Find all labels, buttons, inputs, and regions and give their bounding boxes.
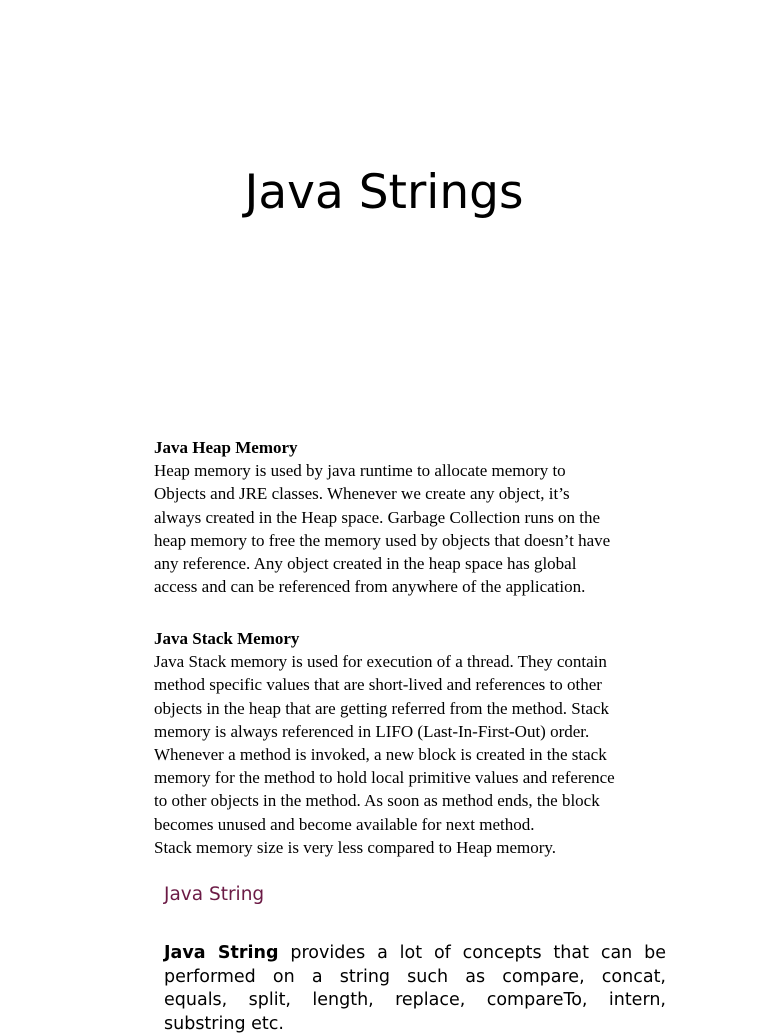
heap-text-line: heap memory to free the memory used by objects that doesn’t have [154,529,694,552]
java-string-bold-lead: Java String [164,943,279,963]
stack-memory-heading: Java Stack Memory [154,627,694,650]
java-string-line: substring etc. [164,1013,666,1036]
heap-memory-section [154,436,694,598]
java-string-line-text: provides a lot of concepts that can be [279,943,666,963]
java-string-line: equals, split, length, replace, compareTo, intern, [164,989,666,1013]
stack-text-line: Whenever a method is invoked, a new block is created in the stack [154,743,694,766]
java-string-line: performed on a string such as compare, concat, [164,966,666,990]
heap-text-line: Objects and JRE classes. Whenever we create any object, it’s [154,482,694,505]
stack-text-line: Stack memory size is very less compared to Heap memory. [154,836,694,859]
stack-text-line: method specific values that are short-lived and references to other [154,673,694,696]
java-string-paragraph [164,942,666,1036]
java-string-heading: Java String [164,882,264,908]
java-string-line [164,942,666,966]
heap-text-line: any reference. Any object created in the heap space has global [154,552,694,575]
page-title: Java Strings [0,163,768,223]
heap-text-line: Heap memory is used by java runtime to allocate memory to [154,459,694,482]
stack-text-line: objects in the heap that are getting referred from the method. Stack [154,697,694,720]
stack-text-line: memory is always referenced in LIFO (Last-In-First-Out) order. [154,720,694,743]
stack-text-line: memory for the method to hold local primitive values and reference [154,766,694,789]
stack-memory-section [154,627,694,859]
heap-text-line: always created in the Heap space. Garbage Collection runs on the [154,506,694,529]
stack-text-line: Java Stack memory is used for execution of a thread. They contain [154,650,694,673]
heap-memory-heading: Java Heap Memory [154,436,694,459]
stack-text-line: becomes unused and become available for next method. [154,813,694,836]
heap-text-line: access and can be referenced from anywhere of the application. [154,575,694,598]
stack-text-line: to other objects in the method. As soon as method ends, the block [154,789,694,812]
